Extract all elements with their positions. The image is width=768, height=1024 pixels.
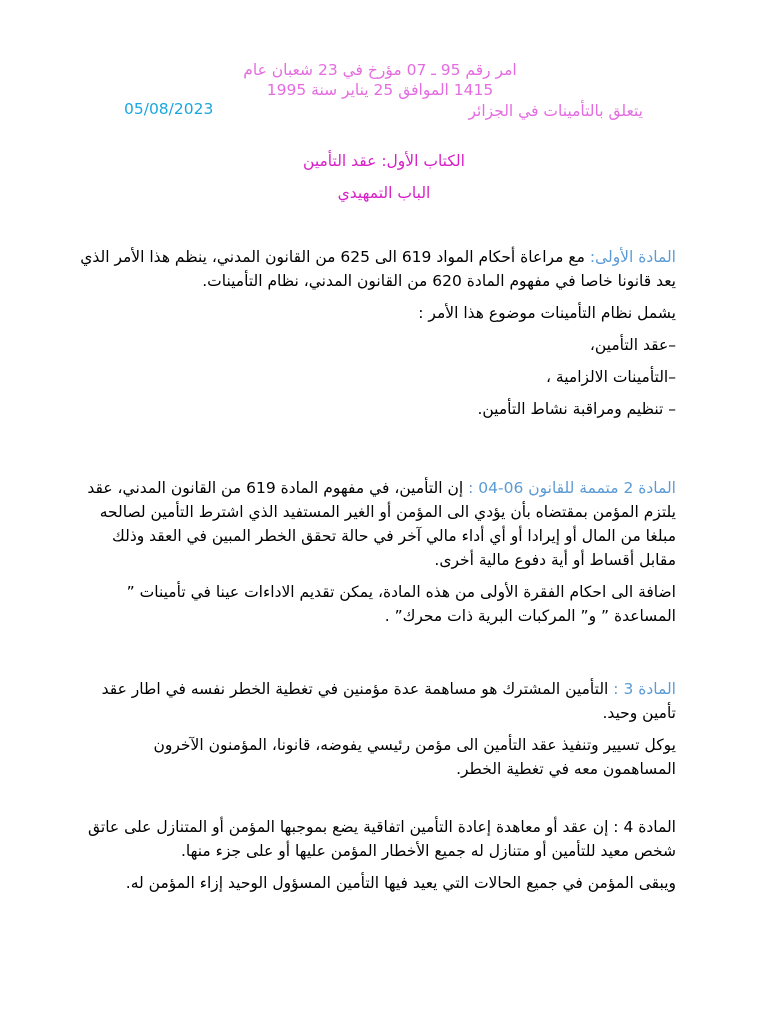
article-4-paragraph: المادة 4 : إن عقد أو معاهدة إعادة التأمين اتفاقية يضع بموجبها المؤمن أو المتنازل على عاتق شخص معيد للتأمين أو متنازل له جميع الأخطار المؤمن عليها أو على جزء منها. (87, 818, 676, 860)
article-4 (76, 815, 676, 895)
list-item: –التأمينات الالزامية ، (545, 368, 676, 386)
article-1 (76, 245, 676, 421)
header-line-3: يتعلق بالتأمينات في الجزائر (468, 102, 643, 120)
book-title-text: الكتاب الأول: عقد التأمين (303, 152, 465, 170)
article-3-paragraph-2: يوكل تسيير وتنفيذ عقد التأمين الى مؤمن رئيسي يفوضه، قانونا، المؤمنون الآخرون المساهمون معه في تغطية الخطر. (153, 736, 676, 778)
list-item: –عقد التأمين، (589, 336, 676, 354)
list-item: – تنظيم ومراقبة نشاط التأمين. (477, 400, 676, 418)
article-3-label: المادة 3 : (613, 680, 676, 698)
article-4-paragraph-2: ويبقى المؤمن في جميع الحالات التي يعيد فيها التأمين المسؤول الوحيد إزاء المؤمن له. (125, 874, 676, 892)
document-date: 05/08/2023 (124, 100, 214, 118)
article-2 (76, 476, 676, 628)
article-2-paragraph-2: اضافة الى احكام الفقرة الأولى من هذه المادة، يمكن تقديم الاداءات عينا في تأمينات ” المساعدة ” و” المركبات البرية ذات محرك” . (126, 583, 676, 625)
article-1-paragraph (76, 245, 676, 293)
article-1-intro: يشمل نظام التأمينات موضوع هذا الأمر : (418, 304, 676, 322)
article-3-paragraph (76, 677, 676, 725)
article-2-paragraph (76, 476, 676, 572)
article-2-text: إن التأمين، في مفهوم المادة 619 من القانون المدني، عقد يلتزم المؤمن بمقتضاه بأن يؤدي الى المؤمن أو الغير المستفيد الذي اشترط التأمين لصالحه مبلغا من المال أو إيرادا أو أي أداء مالي آخر في حالة تحقق الخطر المبين في العقد وذلك مقابل أقساط أو أية دفوع مالية أخرى. (87, 479, 676, 569)
article-2-label: المادة 2 متممة للقانون 06-04 : (468, 479, 676, 497)
chapter-title: الباب التمهيدي (337, 184, 431, 202)
article-1-label: المادة الأولى: (589, 248, 676, 266)
article-3 (76, 677, 676, 781)
article-1-text: مع مراعاة أحكام المواد 619 الى 625 من القانون المدني، ينظم هذا الأمر الذي يعد قانونا خاصا في مفهوم المادة 620 من القانون المدني، نظام التأمينات. (80, 248, 676, 290)
decree-header (200, 60, 560, 100)
header-line-2: 1415 الموافق 25 يناير سنة 1995 (266, 81, 494, 99)
book-title (0, 152, 768, 170)
article-3-text: التأمين المشترك هو مساهمة عدة مؤمنين في تغطية الخطر نفسه في اطار عقد تأمين وحيد. (101, 680, 676, 722)
header-line-1: امر رقم 95 ـ 07 مؤرخ في 23 شعبان عام (243, 61, 517, 79)
